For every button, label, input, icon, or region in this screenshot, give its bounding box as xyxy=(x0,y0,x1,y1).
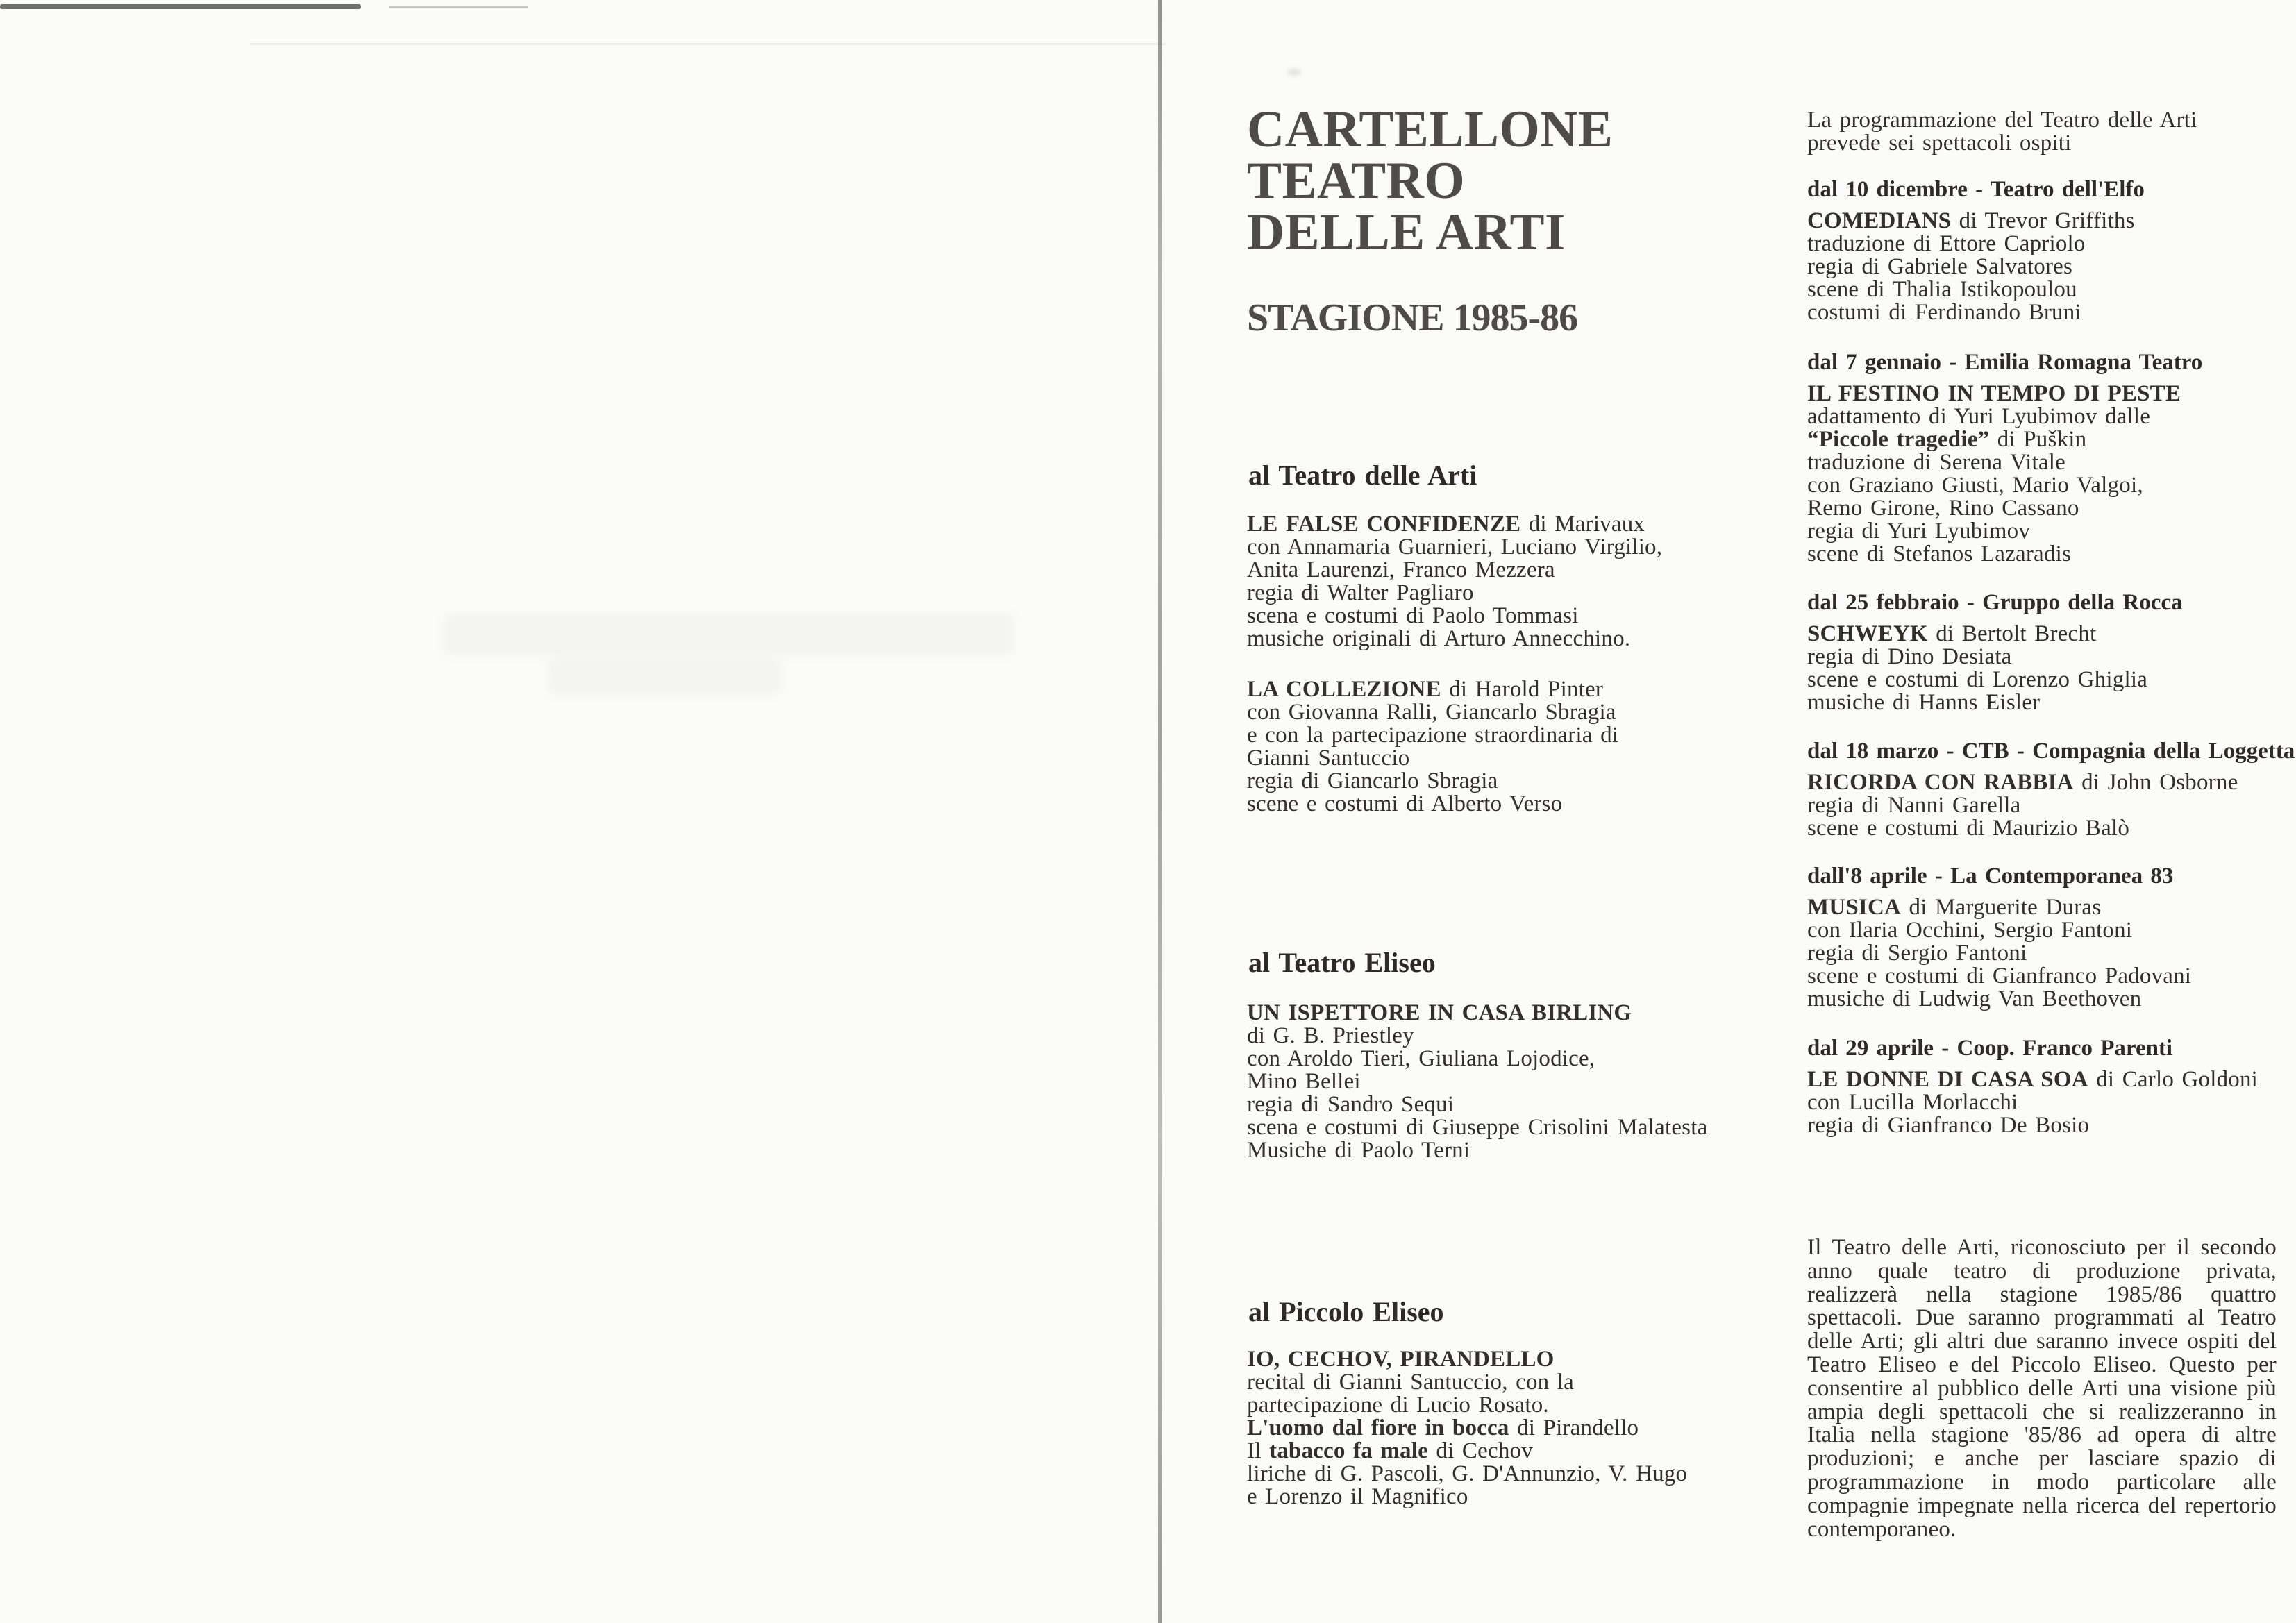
guest-intro xyxy=(1807,109,2197,155)
show-title-line xyxy=(1247,1348,1687,1371)
credit-line: scene di Thalia Istikopoulou xyxy=(1807,277,2077,302)
piece-author: di Puškin xyxy=(1989,427,2087,452)
credit-line: con Graziano Giusti, Mario Valgoi, xyxy=(1807,473,2143,498)
credit-line: con Aroldo Tieri, Giuliana Lojodice, xyxy=(1247,1046,1595,1071)
program-left-column xyxy=(1247,0,1754,1623)
piece-author: di Pirandello xyxy=(1509,1415,1639,1440)
show-title: SCHWEYK xyxy=(1807,621,1928,646)
piece-line xyxy=(1807,428,2181,451)
show-byline: di Harold Pinter xyxy=(1441,677,1604,702)
piece-title: “Piccole tragedie” xyxy=(1807,427,1990,452)
event-comedians xyxy=(1807,210,2135,324)
show-byline: di Trevor Griffiths xyxy=(1951,208,2135,233)
show-title-line xyxy=(1807,382,2181,405)
credit-line: adattamento di Yuri Lyubimov dalle xyxy=(1807,404,2151,429)
show-title-line xyxy=(1807,896,2191,919)
show-title-line xyxy=(1807,623,2147,646)
show-title: MUSICA xyxy=(1807,895,1902,920)
credit-line: Remo Girone, Rino Cassano xyxy=(1807,496,2079,521)
piece-title: tabacco fa male xyxy=(1269,1438,1428,1463)
show-title: LA COLLEZIONE xyxy=(1247,677,1441,702)
ghost-bleedthrough-text xyxy=(548,658,781,694)
show-title: LE DONNE DI CASA SOA xyxy=(1807,1067,2088,1092)
show-title-line xyxy=(1247,678,1618,701)
event-date-heading: dal 7 gennaio - Emilia Romagna Teatro xyxy=(1807,350,2203,375)
credit-line: regia di Gianfranco De Bosio xyxy=(1807,1113,2090,1138)
show-title-line xyxy=(1247,1002,1707,1025)
credit-line: recital di Gianni Santuccio, con la xyxy=(1247,1370,1575,1395)
credit-line: scene e costumi di Alberto Verso xyxy=(1247,791,1563,816)
show-byline: di Carlo Goldoni xyxy=(2088,1067,2259,1092)
event-date-heading: dal 10 dicembre - Teatro dell'Elfo xyxy=(1807,177,2145,202)
credit-line: musiche originali di Arturo Annecchino. xyxy=(1247,626,1631,651)
show-le-false-confidenze xyxy=(1247,513,1662,650)
credit-line: regia di Dino Desiata xyxy=(1807,644,2012,669)
credit-line: regia di Sergio Fantoni xyxy=(1807,941,2027,966)
credit-line: traduzione di Serena Vitale xyxy=(1807,450,2065,475)
show-la-collezione xyxy=(1247,678,1618,816)
show-title: LE FALSE CONFIDENZE xyxy=(1247,512,1521,537)
show-title: UN ISPETTORE IN CASA BIRLING xyxy=(1247,1000,1632,1025)
intro-line: prevede sei spettacoli ospiti xyxy=(1807,131,2072,155)
credit-line: con Lucilla Morlacchi xyxy=(1807,1090,2018,1115)
credit-line: musiche di Ludwig Van Beethoven xyxy=(1807,986,2142,1011)
season-label: STAGIONE 1985-86 xyxy=(1247,296,1578,339)
credit-line: di G. B. Priestley xyxy=(1247,1023,1414,1048)
piece-pre: Il xyxy=(1247,1438,1270,1463)
credit-line: regia di Yuri Lyubimov xyxy=(1807,519,2031,544)
event-date-heading: dal 29 aprile - Coop. Franco Parenti xyxy=(1807,1036,2173,1061)
piece-title: L'uomo dal fiore in bocca xyxy=(1247,1415,1509,1440)
credit-line: regia di Gabriele Salvatores xyxy=(1807,254,2073,279)
show-byline: di Bertolt Brecht xyxy=(1927,621,2097,646)
credit-line: Mino Bellei xyxy=(1247,1069,1361,1094)
credit-line: e Lorenzo il Magnifico xyxy=(1247,1484,1468,1509)
event-date-heading: dall'8 aprile - La Contemporanea 83 xyxy=(1807,864,2174,889)
credit-line: e con la partecipazione straordinaria di xyxy=(1247,723,1619,748)
credit-line: regia di Sandro Sequi xyxy=(1247,1092,1455,1117)
page-fold-line xyxy=(1158,0,1162,1623)
show-title-line xyxy=(1807,210,2135,233)
venue-heading-teatro-delle-arti: al Teatro delle Arti xyxy=(1248,460,1477,491)
show-title: RICORDA CON RABBIA xyxy=(1807,770,2074,795)
credit-line: costumi di Ferdinando Bruni xyxy=(1807,300,2081,325)
piece-author: di Cechov xyxy=(1427,1438,1533,1463)
venue-heading-teatro-eliseo: al Teatro Eliseo xyxy=(1248,947,1436,978)
event-date-heading: dal 25 febbraio - Gruppo della Rocca xyxy=(1807,590,2183,615)
credit-line: Anita Laurenzi, Franco Mezzera xyxy=(1247,557,1555,582)
credit-line: scena e costumi di Paolo Tommasi xyxy=(1247,603,1579,628)
event-date-heading: dal 18 marzo - CTB - Compagnia della Loggetta xyxy=(1807,739,2295,764)
event-musica xyxy=(1807,896,2191,1011)
venue-heading-piccolo-eliseo: al Piccolo Eliseo xyxy=(1248,1296,1444,1327)
masthead-title-line: TEATRO xyxy=(1247,152,1466,210)
ghost-bleedthrough-text xyxy=(444,614,1014,655)
show-io-cechov-pirandello xyxy=(1247,1348,1687,1508)
credit-line: con Annamaria Guarnieri, Luciano Virgilio, xyxy=(1247,535,1663,560)
piece-line xyxy=(1247,1417,1687,1440)
credit-line: scene e costumi di Gianfranco Padovani xyxy=(1807,964,2192,989)
credit-line: partecipazione di Lucio Rosato. xyxy=(1247,1393,1549,1418)
show-title: IO, CECHOV, PIRANDELLO xyxy=(1247,1347,1555,1372)
credit-line: traduzione di Ettore Capriolo xyxy=(1807,231,2086,256)
credit-line: scene e costumi di Maurizio Balò xyxy=(1807,816,2130,841)
show-title-line xyxy=(1247,513,1662,536)
credit-line: Musiche di Paolo Terni xyxy=(1247,1138,1470,1163)
credit-line: con Ilaria Occhini, Sergio Fantoni xyxy=(1807,918,2133,943)
credit-line: musiche di Hanns Eisler xyxy=(1807,690,2041,715)
show-byline: di Marguerite Duras xyxy=(1901,895,2102,920)
event-ricorda-con-rabbia xyxy=(1807,771,2238,840)
credit-line: con Giovanna Ralli, Giancarlo Sbragia xyxy=(1247,700,1616,725)
show-title: COMEDIANS xyxy=(1807,208,1952,233)
credit-line: liriche di G. Pascoli, G. D'Annunzio, V. Hugo xyxy=(1247,1461,1688,1486)
masthead-title-line: CARTELLONE xyxy=(1247,101,1614,158)
show-title-line xyxy=(1807,771,2238,794)
closing-paragraph: Il Teatro delle Arti, riconosciuto per il secondo anno quale teatro di produzione privata, realizzerà nella stagione 1985/86 quattro spettacoli. Due saranno programmati al Teatro delle Arti; gli altri due saranno invece ospiti del Teatro Eliseo e del Piccolo Eliseo. Questo per consentire al pubblico delle Arti una visione più ampia degli spettacoli che si realizzeranno in Italia nella stagione '85/86 ad opera di altre produzioni; e anche per lasciare spazio di programmazione in modo particolare alle compagnie impegnate nella ricerca del repertorio contemporaneo. xyxy=(1807,1235,2277,1542)
show-title: IL FESTINO IN TEMPO DI PESTE xyxy=(1807,381,2181,406)
credit-line: regia di Giancarlo Sbragia xyxy=(1247,768,1498,793)
credit-line: regia di Nanni Garella xyxy=(1807,793,2021,818)
intro-line: La programmazione del Teatro delle Arti xyxy=(1807,108,2197,133)
credit-line: Gianni Santuccio xyxy=(1247,746,1410,771)
show-un-ispettore xyxy=(1247,1002,1707,1162)
piece-line xyxy=(1247,1440,1687,1463)
credit-line: scene e costumi di Lorenzo Ghiglia xyxy=(1807,667,2148,692)
show-byline: di Marivaux xyxy=(1520,512,1645,537)
event-le-donne-di-casa-soa xyxy=(1807,1068,2258,1137)
event-schweyk xyxy=(1807,623,2147,714)
masthead-title-line: DELLE ARTI xyxy=(1247,203,1566,261)
credit-line: scena e costumi di Giuseppe Crisolini Malatesta xyxy=(1247,1115,1708,1140)
event-il-festino xyxy=(1807,382,2181,566)
program-right-column xyxy=(1807,0,2293,1623)
credit-line: regia di Walter Pagliaro xyxy=(1247,580,1474,605)
credit-line: scene di Stefanos Lazaradis xyxy=(1807,541,2071,566)
show-title-line xyxy=(1807,1068,2258,1091)
masthead-title xyxy=(1247,101,1614,261)
show-byline: di John Osborne xyxy=(2073,770,2238,795)
